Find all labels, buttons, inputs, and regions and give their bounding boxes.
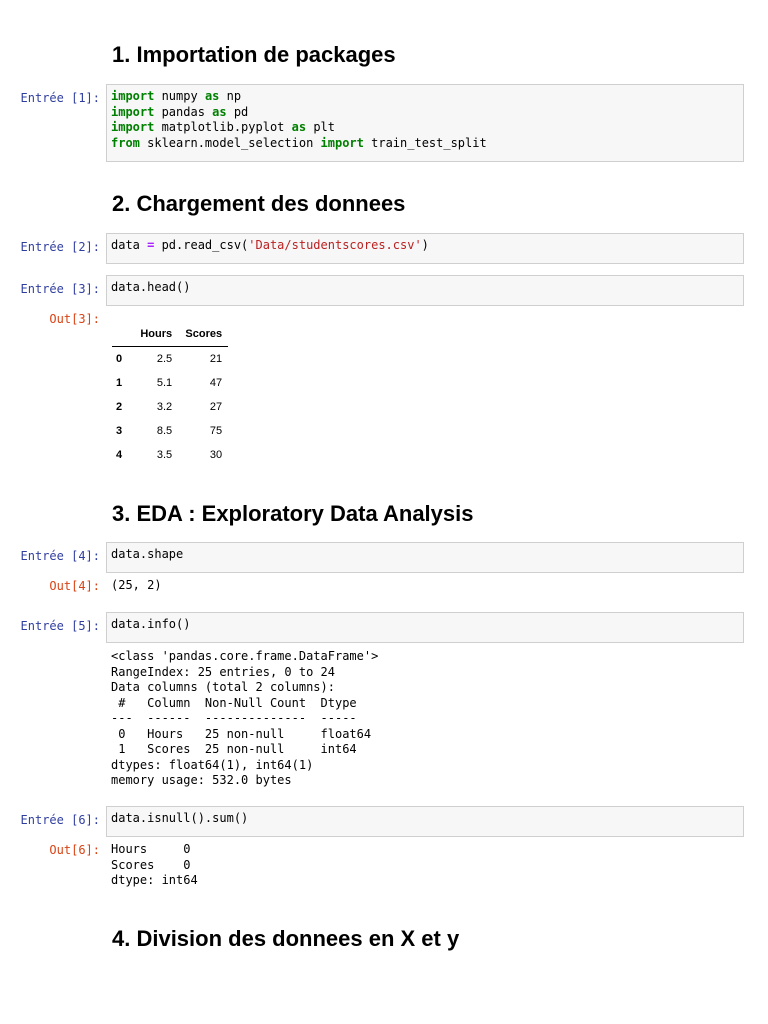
table-row: [112, 395, 228, 419]
section-title-eda: 3. EDA : Exploratory Data Analysis: [112, 501, 474, 526]
table-cell: 5.1: [156, 377, 173, 389]
table-header-cell: Hours: [128, 322, 178, 347]
code-token: matplotlib.pyplot: [154, 120, 292, 134]
table-cell: 3.5: [156, 449, 173, 461]
table-cell: 2.5: [156, 353, 173, 365]
table-cell: 30: [209, 449, 223, 461]
input-prompt: Entrée [1]:: [20, 91, 100, 105]
table-row: [112, 371, 228, 395]
code-token: plt: [306, 120, 335, 134]
code-token: pandas: [154, 104, 213, 119]
section-title-division: 4. Division des donnees en X et y: [112, 926, 460, 951]
operator-token: =: [147, 238, 155, 252]
table-cell: 3.2: [156, 401, 173, 413]
code-token: pd.read_csv(: [154, 238, 249, 252]
table-header-row: [112, 322, 228, 347]
keyword-token: import: [111, 89, 155, 103]
row-index: 2: [116, 401, 123, 413]
keyword-token: as: [291, 120, 307, 134]
table-row: [112, 419, 228, 443]
code-token: sklearn.model_selection: [139, 135, 321, 150]
table-cell: 8.5: [156, 425, 173, 437]
code-cell-isnull[interactable]: data.isnull().sum(): [106, 806, 744, 837]
code-token: ): [421, 238, 429, 252]
code-cell-read-csv[interactable]: [106, 233, 744, 264]
code-cell-imports[interactable]: [106, 84, 744, 162]
cell-output-isnull: Hours 0 Scores 0 dtype: int64: [111, 842, 198, 887]
table-cell: 21: [209, 353, 223, 365]
keyword-token: import: [320, 135, 364, 150]
cell-output-info: <class 'pandas.core.frame.DataFrame'> RangeIndex: 25 entries, 0 to 24 Data columns (total 2 columns): # Column Non-Null Count Dtype --- ------ -------------- ----- 0 Hours 25 non-null float64 1 Scores 25 non-null int64 dtypes: float64(1), int64(1) memory usage: 532.0 bytes: [111, 649, 379, 787]
keyword-token: from: [111, 135, 140, 150]
code-token: pd: [226, 104, 249, 119]
row-index: 0: [116, 353, 123, 365]
dataframe-table: [112, 322, 228, 467]
row-index: 4: [116, 449, 123, 461]
string-token: 'Data/studentscores.csv': [248, 238, 422, 252]
keyword-token: as: [212, 104, 227, 119]
output-prompt: Out[3]:: [49, 312, 100, 326]
input-prompt: Entrée [3]:: [20, 282, 100, 296]
code-cell-head[interactable]: data.head(): [106, 275, 744, 306]
input-prompt: Entrée [6]:: [20, 813, 100, 827]
code-token: np: [219, 89, 242, 103]
section-title-importation: 1. Importation de packages: [112, 42, 396, 67]
keyword-token: as: [204, 89, 220, 103]
code-token: data: [111, 238, 148, 252]
code-token: train_test_split: [363, 135, 487, 150]
section-title-chargement: 2. Chargement des donnees: [112, 191, 406, 216]
keyword-token: import: [111, 120, 155, 134]
table-header-cell: [112, 322, 128, 347]
input-prompt: Entrée [4]:: [20, 549, 100, 563]
code-cell-shape[interactable]: data.shape: [106, 542, 744, 573]
code-cell-info[interactable]: data.info(): [106, 612, 744, 643]
input-prompt: Entrée [5]:: [20, 619, 100, 633]
table-cell: 27: [209, 401, 223, 413]
table-row: [112, 443, 228, 467]
table-cell: 47: [209, 377, 223, 389]
table-row: [112, 347, 228, 372]
table-header-cell: Scores: [178, 322, 228, 347]
input-prompt: Entrée [2]:: [20, 240, 100, 254]
table-cell: 75: [209, 425, 223, 437]
row-index: 1: [116, 377, 123, 389]
row-index: 3: [116, 425, 123, 437]
keyword-token: import: [111, 104, 155, 119]
output-prompt: Out[4]:: [49, 579, 100, 593]
code-token: numpy: [154, 89, 205, 103]
cell-output-shape: (25, 2): [111, 578, 162, 592]
output-prompt: Out[6]:: [49, 843, 100, 857]
